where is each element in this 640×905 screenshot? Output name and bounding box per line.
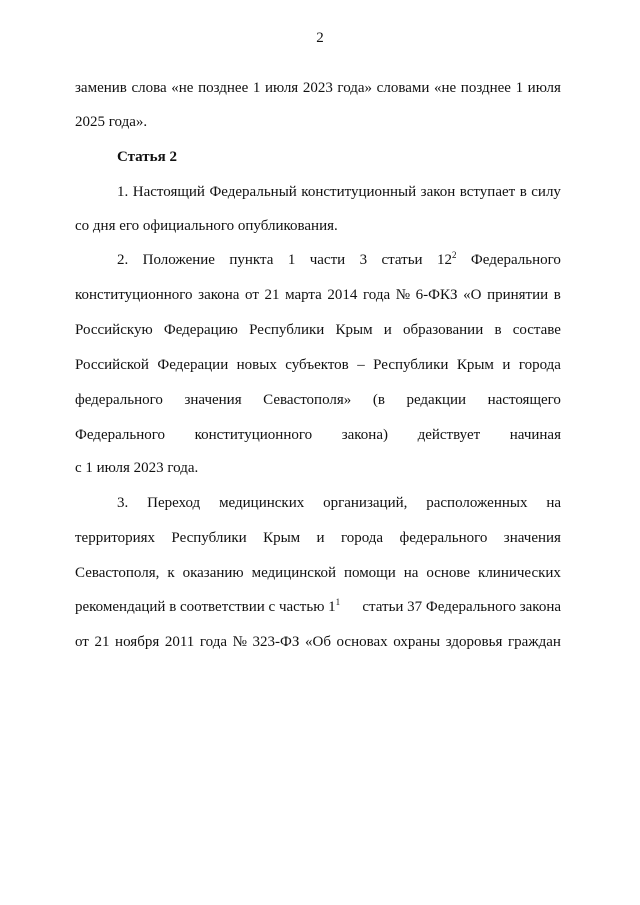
p3-line-5-word: года — [199, 634, 228, 650]
p2-line-4-word: Республики — [373, 357, 449, 373]
p1-line-1-word: силу — [531, 184, 561, 200]
p2-line-5 — [75, 390, 561, 410]
p2-line-4-word: новых — [236, 357, 277, 373]
p3-line-3 — [75, 563, 561, 583]
p3-line-2-word: федерального — [399, 530, 488, 546]
continuation-line-1-word: «не — [171, 80, 194, 96]
p2-line-2-word: года — [363, 287, 391, 303]
p2-line-2-word: принятии — [487, 287, 549, 303]
continuation-line-1-word: 1 — [252, 80, 261, 96]
p2-line-5-word: редакции — [406, 392, 467, 408]
p1-line-1-word: вступает — [459, 184, 516, 200]
p2-line-2-word: марта — [285, 287, 322, 303]
p2-line-1-word: Положение — [142, 252, 215, 268]
p2-line-4-word: – — [357, 357, 365, 373]
continuation-line-1-word: словами — [376, 80, 430, 96]
p2-line-2-word: 6-ФКЗ — [415, 287, 458, 303]
p2-line-4-word: Федерации — [157, 357, 229, 373]
p2-line-3-word: Российскую — [75, 322, 153, 338]
p2-line-3-word: и — [383, 322, 392, 338]
p2-line-4-word: и — [502, 357, 511, 373]
p2-line-3-word: в — [494, 322, 502, 338]
p1-line-1-word: Федеральный — [209, 184, 297, 200]
p2-line-3-word: Республики — [249, 322, 325, 338]
continuation-line-1-word: заменив — [75, 80, 127, 96]
p3-line-5-word: ноября — [115, 634, 160, 650]
continuation-line-1 — [75, 78, 561, 98]
p3-line-2-word: и — [316, 530, 325, 546]
p3-line-5-word: 21 — [94, 634, 110, 650]
continuation-line-1-word: года» — [337, 80, 373, 96]
p3-line-1-word: медицинских — [219, 495, 305, 511]
statute-number — [437, 250, 457, 270]
p3-line-3-word: клинических — [478, 565, 561, 581]
p3-line-1-word: расположенных — [426, 495, 528, 511]
p2-line-1-word: пункта — [229, 252, 274, 268]
p3-line-1-word: на — [546, 495, 561, 511]
p3-line-5-word: 2011 — [164, 634, 195, 650]
p3-line-1 — [117, 493, 561, 513]
page-number: 2 — [316, 30, 324, 46]
p2-line-2-word: 2014 — [327, 287, 358, 303]
p2-line-1-word: 1 — [287, 252, 296, 268]
p3-line-5-word: 323-ФЗ — [252, 634, 300, 650]
p2-line-6-word: действует — [417, 427, 481, 443]
p3-line-1-word: организаций, — [323, 495, 408, 511]
p3-line-5 — [75, 632, 561, 652]
p3-line-5-word: основах — [336, 634, 388, 650]
p2-line-2-word: № — [395, 287, 411, 303]
p2-line-1-word: 2. — [117, 252, 129, 268]
p3-line-3-word: к — [167, 565, 175, 581]
p2-line-6-word: Федерального — [75, 427, 166, 443]
p2-line-5-word: значения — [184, 392, 242, 408]
p2-line-1-word: 3 — [359, 252, 368, 268]
p3-line-3-word: основе — [426, 565, 471, 581]
p3-line-5-word: граждан — [507, 634, 561, 650]
continuation-line-1-word: «не — [434, 80, 457, 96]
continuation-line-1-word: июля — [264, 80, 299, 96]
p2-line-3-word: образовании — [402, 322, 484, 338]
p3-line-5-word: охраны — [393, 634, 441, 650]
p2-line-2-word: закона — [198, 287, 240, 303]
p3-line-3-word: Севастополя, — [75, 565, 160, 581]
p2-line-5-word: федерального — [75, 392, 163, 408]
p2-line-2-word: от — [245, 287, 259, 303]
continuation-line-1-word: позднее — [460, 80, 511, 96]
p2-line-2-word: в — [553, 287, 561, 303]
p2-line-3 — [75, 320, 561, 340]
p2-line-6-word: закона) — [341, 427, 388, 443]
p3-line-1-word: 3. — [117, 495, 129, 511]
p2-line-1-word: статьи — [381, 252, 423, 268]
continuation-line-1-word: слова — [131, 80, 167, 96]
p2-line-4-word: субъектов — [285, 357, 349, 373]
p3-line-5-word: «Об — [304, 634, 331, 650]
continuation-line-2: 2025 года». — [75, 114, 148, 130]
p2-line-2 — [75, 285, 561, 305]
statute-number-sup: 2 — [451, 250, 457, 260]
p2-line-7: с 1 июля 2023 года. — [75, 460, 199, 476]
p3-line-4-part — [75, 597, 340, 617]
continuation-line-1-word: 2023 — [302, 80, 333, 96]
p2-line-2-word: «О — [463, 287, 482, 303]
p2-line-6-word: конституционного — [194, 427, 313, 443]
p3-line-3-word: оказанию — [182, 565, 244, 581]
p3-line-2-word: территориях — [75, 530, 156, 546]
article-heading: Статья 2 — [117, 149, 177, 165]
p3-line-5-word: здоровья — [445, 634, 503, 650]
p2-line-3-word: Федерацию — [163, 322, 238, 338]
p3-line-2-word: значения — [503, 530, 561, 546]
p2-line-6 — [75, 425, 561, 445]
p2-line-1-word: части — [309, 252, 346, 268]
p3-line-2-word: Крым — [263, 530, 301, 546]
p2-line-5-word: (в — [372, 392, 385, 408]
p3-line-2-word: Республики — [171, 530, 247, 546]
continuation-line-1-word: позднее — [198, 80, 249, 96]
statute-number-base: 12 — [436, 252, 452, 268]
p2-line-4-word: Крым — [456, 357, 494, 373]
p2-line-4 — [75, 355, 561, 375]
p2-line-1-word: Федерального — [470, 252, 561, 268]
p2-line-3-word: Крым — [335, 322, 373, 338]
p2-line-2-word: конституционного — [75, 287, 193, 303]
p1-line-1 — [117, 182, 561, 202]
p2-line-5-word: Севастополя» — [263, 392, 352, 408]
p3-line-5-word: № — [232, 634, 247, 650]
p2-line-4-word: города — [518, 357, 561, 373]
p2-line-1 — [117, 250, 561, 270]
p3-line-2-word: города — [340, 530, 384, 546]
p1-line-1-word: в — [519, 184, 527, 200]
part-number-sup: 1 — [335, 597, 341, 607]
p3-line-4-rest: статьи 37 Федерального закона — [362, 599, 561, 615]
p1-line-1-word: конституционный — [301, 184, 417, 200]
p1-line-1-word: Настоящий — [132, 184, 205, 200]
p1-line-2: со дня его официального опубликования. — [75, 218, 338, 234]
p3-line-4-text: рекомендаций в соответствии с частью 1 — [75, 599, 336, 615]
p2-line-5-word: настоящего — [487, 392, 561, 408]
p1-line-1-word: закон — [420, 184, 456, 200]
continuation-line-1-word: 1 — [515, 80, 524, 96]
p2-line-3-word: составе — [512, 322, 561, 338]
p3-line-5-word: от — [75, 634, 89, 650]
p1-line-1-word: 1. — [117, 184, 129, 200]
p2-line-2-word: 21 — [264, 287, 280, 303]
p3-line-2 — [75, 528, 561, 548]
p3-line-1-word: Переход — [147, 495, 201, 511]
p3-line-4 — [75, 597, 561, 617]
p2-line-6-word: начиная — [509, 427, 561, 443]
continuation-line-1-word: июля — [527, 80, 561, 96]
p3-line-3-word: помощи — [343, 565, 396, 581]
p2-line-4-word: Российской — [75, 357, 149, 373]
p3-line-3-word: на — [403, 565, 419, 581]
p3-line-3-word: медицинской — [251, 565, 336, 581]
